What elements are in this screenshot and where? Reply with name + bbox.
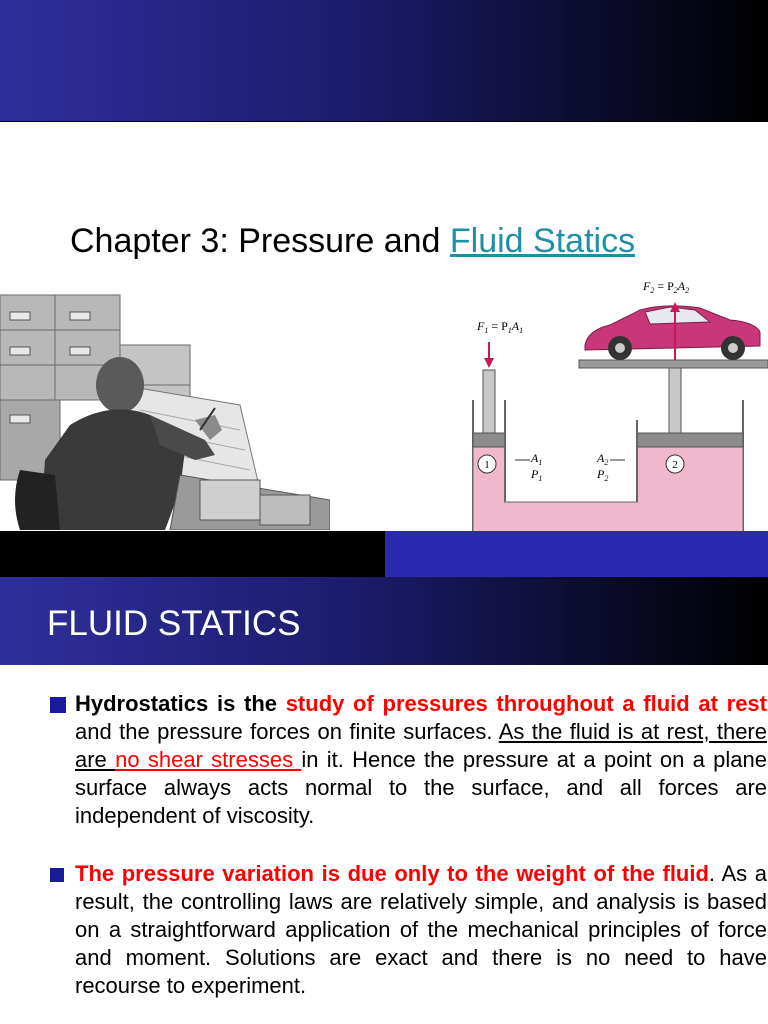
bullet1-emphasis: study of pressures throughout a fluid at rest bbox=[285, 691, 767, 716]
circle-1-label: 1 bbox=[484, 459, 490, 471]
bullet1-no-shear: no shear stresses bbox=[115, 747, 302, 772]
bullet1-underlined: As the fluid is at rest, there are bbox=[75, 719, 767, 772]
f1-equation: $F_1 = P_1A_1$ bbox=[477, 319, 524, 335]
car-icon bbox=[585, 306, 760, 360]
circle-2-label: 2 bbox=[672, 459, 678, 471]
square-bullet-icon bbox=[50, 697, 66, 713]
fluid-statics-link[interactable]: Fluid Statics bbox=[449, 222, 636, 260]
f2-equation: $F_2 = P_2A_2$ bbox=[643, 279, 690, 295]
bullet-text bbox=[75, 860, 767, 1000]
top-banner bbox=[0, 0, 768, 122]
square-bullet-icon bbox=[50, 868, 64, 882]
bullet2-emphasis: The pressure variation is due only to the weight of the fluid bbox=[75, 861, 709, 886]
p1-label: $P_1$ bbox=[531, 467, 543, 483]
large-piston-platform bbox=[579, 360, 768, 433]
bullet1-rest: in it. Hence the pressure at a point on a plane surface always acts normal to the surface, and all forces are independent of viscosity. bbox=[75, 747, 768, 828]
small-piston bbox=[483, 370, 495, 433]
slide-footer-black-bar bbox=[0, 531, 385, 577]
chapter-title bbox=[70, 222, 635, 261]
bullet1-body: and the pressure forces on finite surfaces. bbox=[75, 719, 499, 744]
a2-label: $A_2$ bbox=[597, 451, 609, 467]
engineer-at-desk-illustration bbox=[0, 290, 330, 530]
bullet1-lead: Hydrostatics is the bbox=[75, 691, 286, 716]
hydraulic-lift-diagram bbox=[455, 270, 768, 532]
slide-footer-blue-bar bbox=[385, 531, 768, 577]
bullet-text bbox=[75, 690, 767, 830]
slide2-title: FLUID STATICS bbox=[47, 604, 301, 643]
bullet2-body: . As a result, the controlling laws are relatively simple, and analysis is based on a straightforward application of the mechanical principles of force and moment. Solutions are exact and there is no need to have recourse to experiment. bbox=[75, 861, 767, 998]
p2-label: $P_2$ bbox=[597, 467, 609, 483]
title-prefix: Chapter 3: Pressure and bbox=[70, 222, 450, 260]
a1-label: $A_1$ bbox=[531, 451, 543, 467]
